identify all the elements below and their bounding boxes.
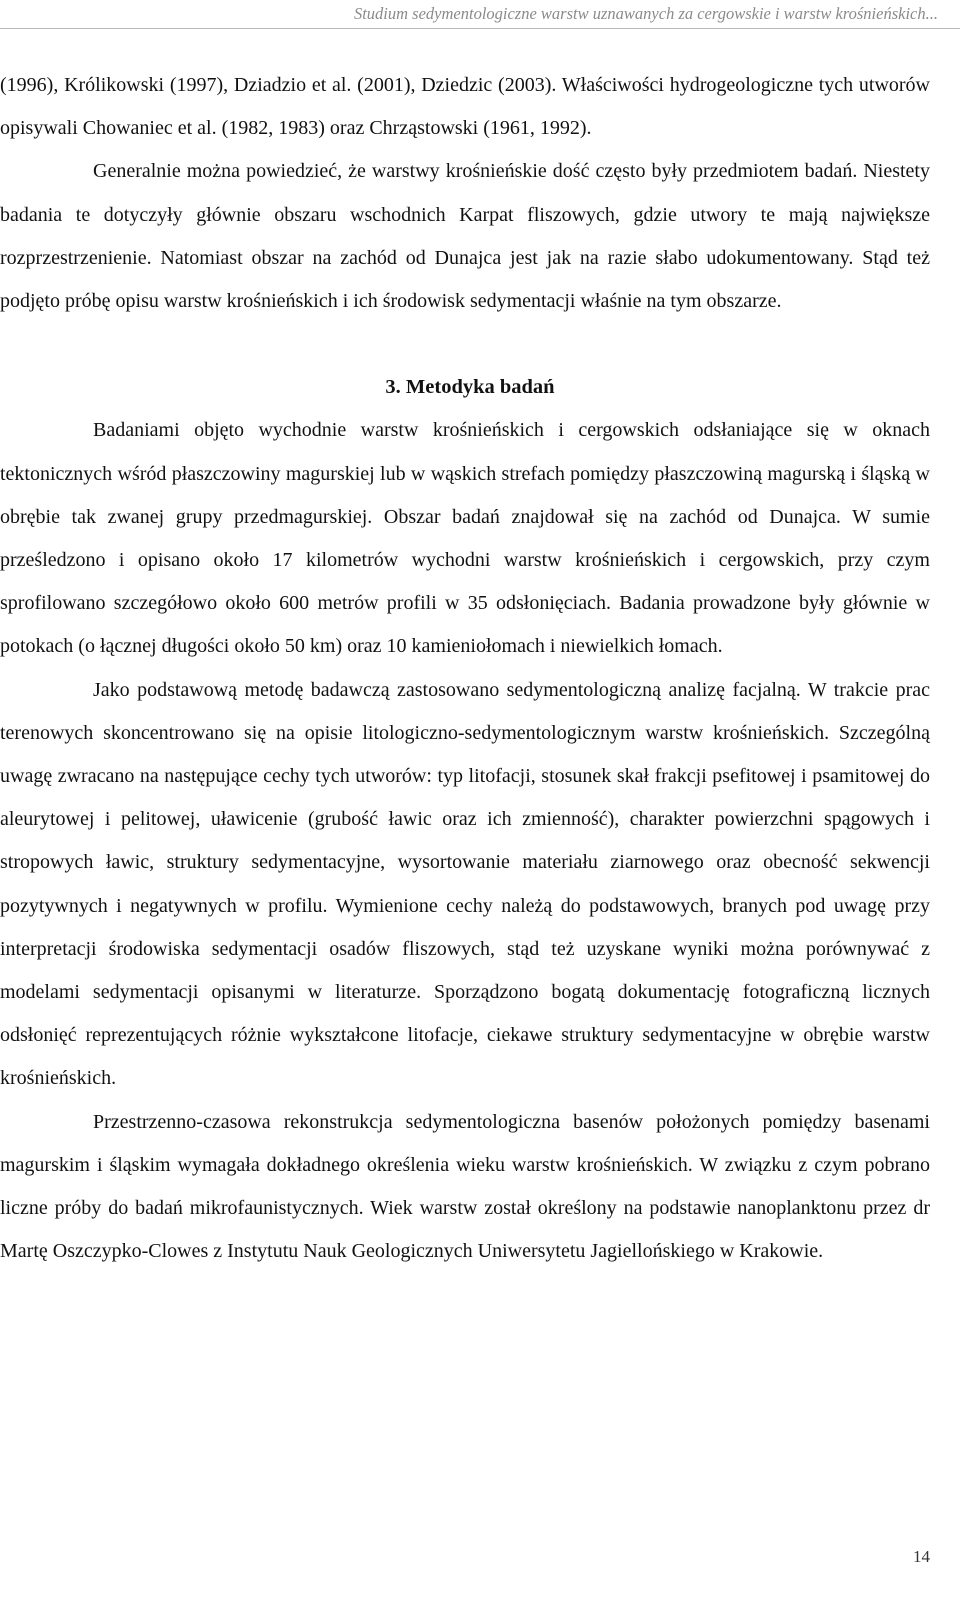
- running-header: [0, 0, 960, 30]
- paragraph-age-dating: Przestrzenno-czasowa rekonstrukcja sedymentologiczna basenów położonych pomiędzy basenami magurskim i śląskim wymagała dokładnego określenia wieku warstw krośnieńskich. W związku z czym pobrano liczne próby do badań mikrofaunistycznych. Wiek warstw został określony na podstawie nanoplanktonu przez dr Martę Oszczypko-Clowes z Instytutu Nauk Geologicznych Uniwersytetu Jagiellońskiego w Krakowie.: [0, 1110, 930, 1263]
- page-number: 14: [913, 1547, 930, 1566]
- header-divider: [0, 28, 960, 29]
- section-spacer: [0, 323, 930, 366]
- paragraph-research-overview: Generalnie można powiedzieć, że warstwy krośnieńskie dość często były przedmiotem badań. Niestety badania te dotyczyły głównie obszaru wschodnich Karpat fliszowych, gdzie utwory te mają największe rozprzestrzenienie. Natomiast obszar na zachód od Dunajca jest jak na razie słabo udokumentowany. Stąd też podjęto próbę opisu warstw krośnieńskich i ich środowisk sedymentacji właśnie na tym obszarze.: [0, 160, 930, 313]
- page-body: [0, 64, 930, 1273]
- running-header-title: Studium sedymentologiczne warstw uznawanych za cergowskie i warstw krośnieńskich...: [353, 4, 938, 23]
- paragraph-study-area: Badaniami objęto wychodnie warstw krośnieńskich i cergowskich odsłaniające się w oknach tektonicznych wśród płaszczowiny magurskiej lub w wąskich strefach pomiędzy płaszczowiną magurską i śląską w obrębie tak zwanej grupy przedmagurskiej. Obszar badań znajdował się na zachód od Dunajca. W sumie prześledzono i opisano około 17 kilometrów wychodni warstw krośnieńskich i cergowskich, przy czym sprofilowano szczegółowo około 600 metrów profili w 35 odsłonięciach. Badania prowadzone były głównie w potokach (o łącznej długości około 50 km) oraz 10 kamieniołomach i niewielkich łomach.: [0, 419, 930, 658]
- paragraph-references-continued: (1996), Królikowski (1997), Dziadzio et al. (2001), Dziedzic (2003). Właściwości hydrogeologiczne tych utworów opisywali Chowaniec et al. (1982, 1983) oraz Chrząstowski (1961, 1992).: [0, 74, 930, 140]
- paragraph-methods: Jako podstawową metodę badawczą zastosowano sedymentologiczną analizę facjalną. W trakcie prac terenowych skoncentrowano się na opisie litologiczno-sedymentologicznym warstw krośnieńskich. Szczególną uwagę zwracano na następujące cechy tych utworów: typ litofacji, stosunek skał frakcji psefitowej i psamitowej do aleurytowej i pelitowej, uławicenie (grubość ławic oraz ich zmienność), charakter powierzchni spągowych i stropowych ławic, struktury sedymentacyjne, wysortowanie materiału ziarnowego oraz obecność sekwencji pozytywnych i negatywnych w profilu. Wymienione cechy należą do podstawowych, branych pod uwagę przy interpretacji środowiska sedymentacji osadów fliszowych, stąd też uzyskane wyniki można porównywać z modelami sedymentacji opisanymi w literaturze. Sporządzono bogatą dokumentację fotograficzną licznych odsłonięć reprezentujących różnie wykształcone litofacje, ciekawe struktury sedymentacyjne w obrębie warstw krośnieńskich.: [0, 678, 930, 1090]
- section-heading: 3. Metodyka badań: [385, 376, 555, 399]
